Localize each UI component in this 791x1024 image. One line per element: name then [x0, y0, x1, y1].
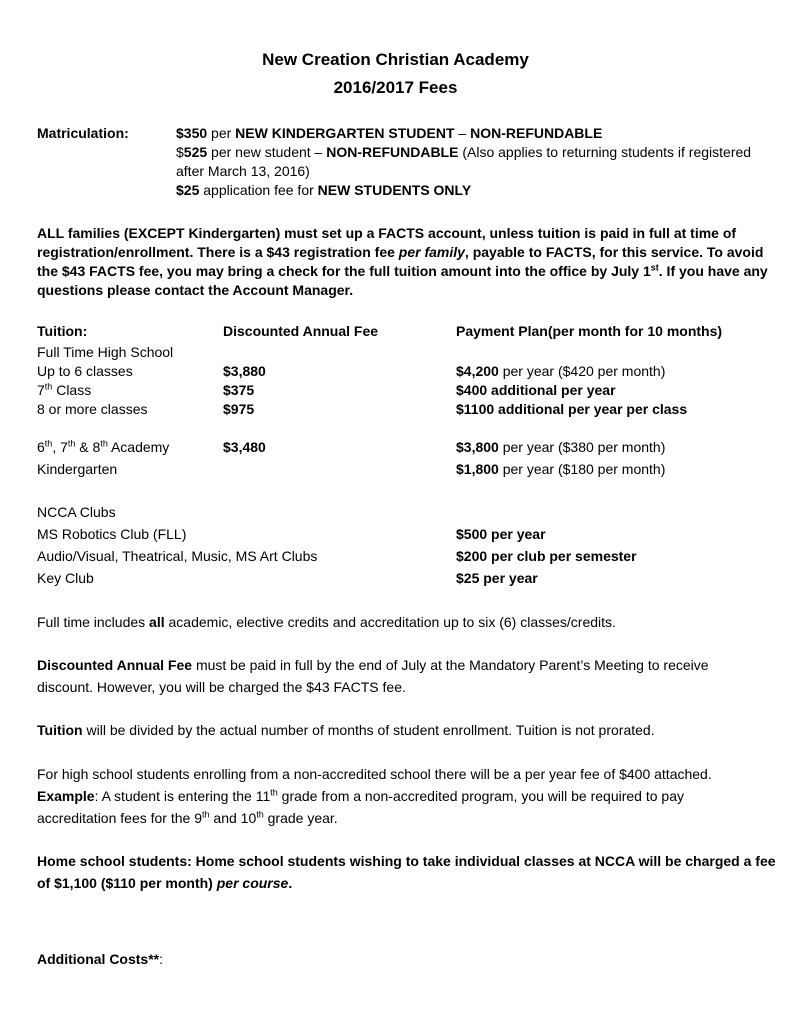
eight-more-label: 8 or more classes — [37, 401, 148, 417]
accreditation-note-line-2: Example: A student is entering the 11th grade from a non-accredited program, you will be required to pay — [37, 787, 684, 804]
academy-fee: $3,480 — [223, 439, 266, 455]
facts-line-4: questions please contact the Account Manager. — [37, 282, 354, 298]
facts-line-2: registration/enrollment. There is a $43 registration fee per family, payable to FACTS, for this service. To avoid — [37, 244, 764, 260]
discounted-note-line-1: Discounted Annual Fee must be paid in full by the end of July at the Mandatory Parent’s Meeting to receive — [37, 657, 709, 673]
homeschool-note-line-1: Home school students: Home school students wishing to take individual classes at NCCA will be charged a fee — [37, 853, 776, 869]
additional-costs-heading: Additional Costs**: — [37, 951, 164, 967]
up-to-6-plan: $4,200 per year ($420 per month) — [456, 363, 666, 379]
kindergarten-plan: $1,800 per year ($180 per month) — [456, 461, 666, 477]
seventh-class-label: 7th Class — [37, 381, 92, 398]
kindergarten-label: Kindergarten — [37, 461, 118, 477]
seventh-class-plan: $400 additional per year — [456, 382, 616, 398]
matriculation-line-2: $525 per new student – NON-REFUNDABLE (Also applies to returning students if registered — [176, 144, 752, 160]
robotics-club-price: $500 per year — [456, 526, 546, 542]
key-club-price: $25 per year — [456, 570, 538, 586]
academy-label: 6th, 7th & 8th Academy — [37, 438, 170, 455]
seventh-class-fee: $375 — [223, 382, 255, 398]
facts-line-3: the $43 FACTS fee, you may bring a check for the full tuition amount into the office by July 1st. If you have any — [37, 262, 768, 279]
tuition-header: Tuition: — [37, 323, 88, 339]
av-clubs-label: Audio/Visual, Theatrical, Music, MS Art Clubs — [37, 548, 318, 564]
key-club-label: Key Club — [37, 570, 94, 586]
full-time-label: Full Time High School — [37, 344, 174, 360]
up-to-6-fee: $3,880 — [223, 363, 266, 379]
matriculation-line-1: $350 per NEW KINDERGARTEN STUDENT – NON-REFUNDABLE — [176, 125, 603, 141]
robotics-club-label: MS Robotics Club (FLL) — [37, 526, 187, 542]
clubs-heading: NCCA Clubs — [37, 504, 116, 520]
tuition-note: Tuition will be divided by the actual number of months of student enrollment. Tuition is not prorated. — [37, 722, 655, 738]
av-clubs-price: $200 per club per semester — [456, 548, 637, 564]
academy-plan: $3,800 per year ($380 per month) — [456, 439, 666, 455]
matriculation-label: Matriculation: — [37, 125, 129, 141]
eight-more-fee: $975 — [223, 401, 255, 417]
eight-more-plan: $1100 additional per year per class — [456, 401, 688, 417]
discounted-note-line-2: discount. However, you will be charged the $43 FACTS fee. — [37, 679, 406, 695]
matriculation-line-3: after March 13, 2016) — [176, 163, 310, 179]
matriculation-line-4: $25 application fee for NEW STUDENTS ONLY — [176, 182, 472, 198]
full-time-note: Full time includes all academic, elective credits and accreditation up to six (6) classes/credits. — [37, 614, 616, 630]
payment-plan-header: Payment Plan(per month for 10 months) — [456, 323, 723, 339]
homeschool-note-line-2: of $1,100 ($110 per month) per course. — [37, 875, 293, 891]
page-subtitle: 2016/2017 Fees — [333, 78, 458, 97]
accreditation-note-line-1: For high school students enrolling from a non-accredited school there will be a per year fee of $400 attached. — [37, 766, 712, 782]
discounted-fee-header: Discounted Annual Fee — [223, 323, 379, 339]
facts-line-1: ALL families (EXCEPT Kindergarten) must set up a FACTS account, unless tuition is paid in full at time of — [37, 225, 737, 241]
up-to-6-label: Up to 6 classes — [37, 363, 133, 379]
accreditation-note-line-3: accreditation fees for the 9th and 10th grade year. — [37, 809, 338, 826]
page-title: New Creation Christian Academy — [262, 50, 529, 69]
